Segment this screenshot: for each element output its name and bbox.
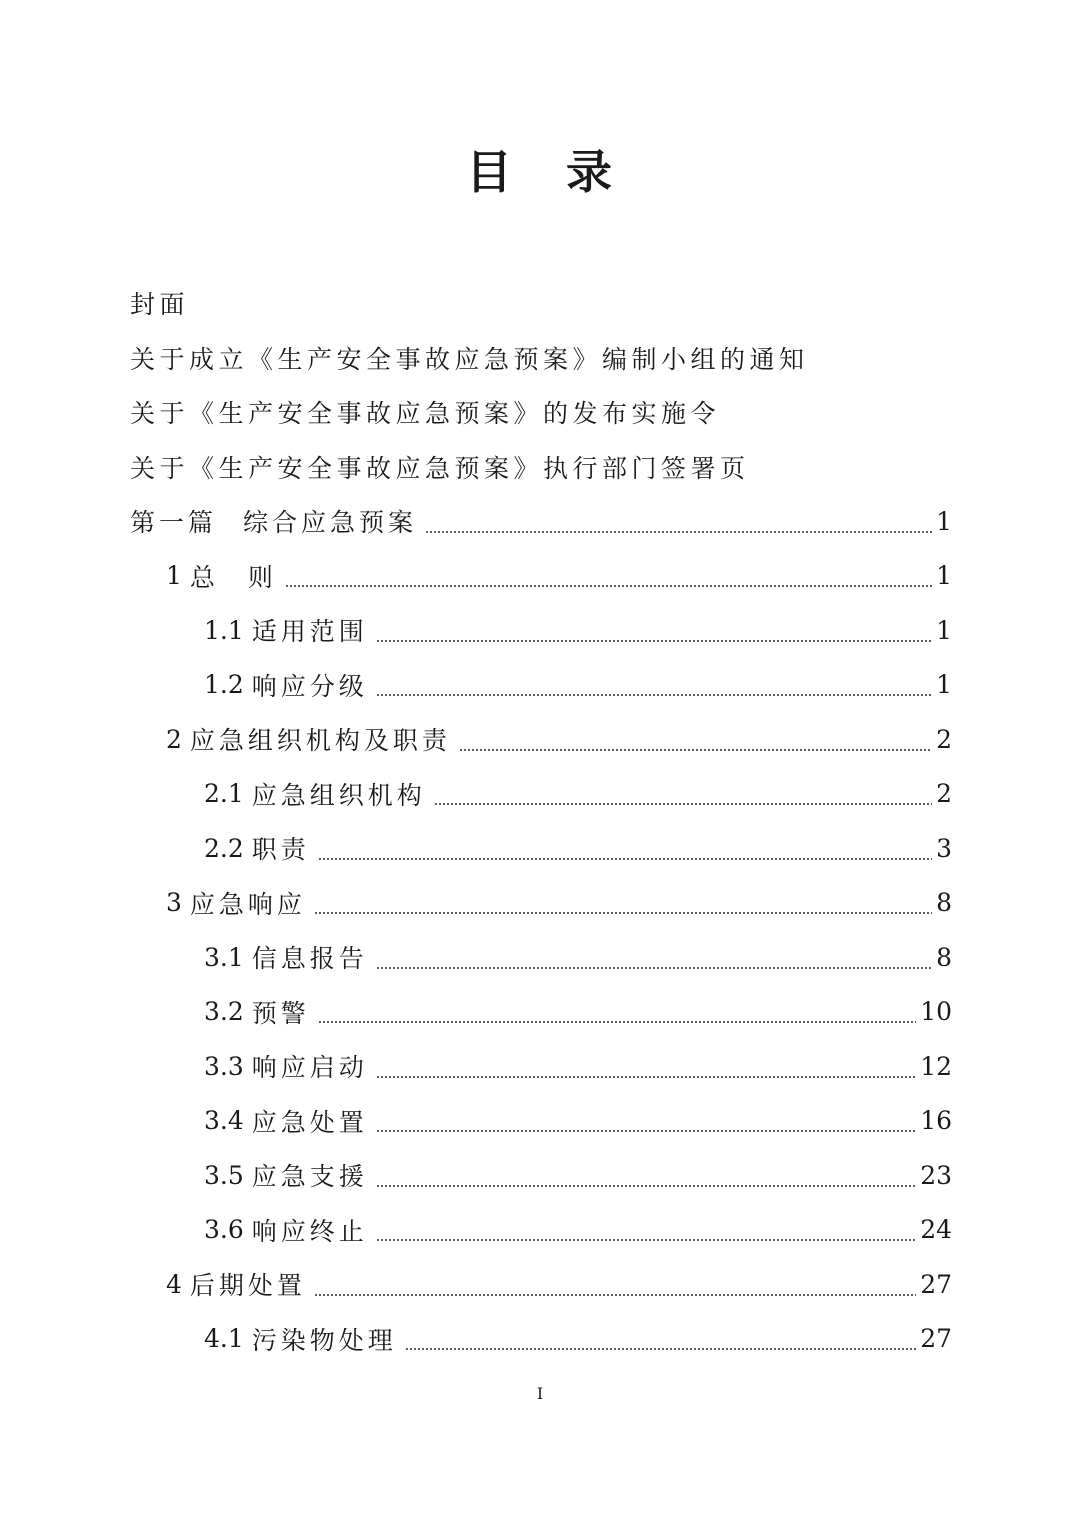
table-of-contents [130,276,952,1366]
dot-leader [314,1294,916,1296]
toc-entry-number: 4.1 [204,1324,244,1354]
dot-leader [459,749,932,751]
toc-entry-label: 应急响应 [189,889,306,919]
toc-page-number: 2 [936,724,952,754]
toc-entry-number: 1.1 [204,615,244,645]
toc-entry-section-1-2[interactable] [130,658,952,713]
dot-leader [318,858,932,860]
toc-entry-section-1-1[interactable] [130,603,952,658]
dot-leader [314,912,932,914]
toc-entry-label: 封面 [130,290,190,320]
toc-entry-label: 关于成立《生产安全事故应急预案》编制小组的通知 [130,344,809,374]
toc-entry-cover[interactable] [130,276,952,331]
toc-entry-label: 关于《生产安全事故应急预案》的发布实施令 [130,399,721,429]
toc-entry-label: 后期处置 [189,1271,306,1301]
toc-page-number: 1 [936,670,952,700]
toc-entry-label: 响应终止 [251,1216,368,1246]
toc-entry-label: 应急处置 [251,1107,368,1137]
toc-entry-part-1[interactable] [130,494,952,549]
toc-entry-number: 2 [166,724,182,754]
toc-entry-section-2-1[interactable] [130,767,952,822]
toc-entry-number: 3.6 [204,1215,244,1245]
toc-entry-committee-notice[interactable] [130,331,952,386]
dot-leader [285,585,932,587]
toc-entry-number: 1.2 [204,670,244,700]
toc-entry-label: 信息报告 [251,944,368,974]
toc-entry-section-2[interactable] [130,712,952,767]
toc-page-number: 16 [920,1106,952,1136]
toc-entry-number: 3.1 [204,942,244,972]
toc-page-number: 27 [920,1269,952,1299]
toc-entry-label: 总 则 [189,562,277,592]
part-title: 综合应急预案 [243,508,418,538]
toc-entry-label: 职责 [251,835,310,865]
toc-page-number: 23 [920,1160,952,1190]
dot-leader [376,1076,916,1078]
toc-entry-section-3-4[interactable] [130,1094,952,1149]
toc-entry-label: 响应启动 [251,1053,368,1083]
toc-entry-number: 3.2 [204,997,244,1027]
toc-entry-section-4[interactable] [130,1257,952,1312]
toc-entry-section-3-1[interactable] [130,930,952,985]
toc-entry-label: 应急组织机构 [251,780,426,810]
toc-entry-section-4-1[interactable] [130,1312,952,1367]
toc-entry-number: 2.1 [204,779,244,809]
toc-entry-label: 预警 [251,998,310,1028]
dot-leader [376,1130,916,1132]
toc-entry-section-3-6[interactable] [130,1203,952,1258]
part-label: 第一篇 [130,508,218,538]
toc-entry-number: 2.2 [204,833,244,863]
toc-entry-label: 响应分级 [251,671,368,701]
toc-entry-number: 3.4 [204,1106,244,1136]
page-footer-number: I [536,1384,544,1403]
toc-entry-signature-page[interactable] [130,440,952,495]
dot-leader [376,1239,916,1241]
dot-leader [405,1348,916,1350]
toc-entry-number: 4 [166,1269,182,1299]
title-char-2: 录 [566,145,614,199]
dot-leader [318,1021,916,1023]
toc-entry-release-order[interactable] [130,385,952,440]
dot-leader [434,803,932,805]
page-title [0,140,1080,204]
toc-page-number: 3 [936,833,952,863]
toc-entry-section-3[interactable] [130,876,952,931]
toc-page-number: 10 [920,997,952,1027]
toc-page-number: 24 [920,1215,952,1245]
toc-entry-section-2-2[interactable] [130,821,952,876]
dot-leader [376,694,932,696]
dot-leader [425,531,932,533]
toc-entry-section-1[interactable] [130,549,952,604]
toc-entry-section-3-3[interactable] [130,1039,952,1094]
toc-page-number: 27 [920,1324,952,1354]
toc-page-number: 12 [920,1051,952,1081]
toc-entry-section-3-5[interactable] [130,1148,952,1203]
toc-entry-number: 3.5 [204,1160,244,1190]
toc-entry-section-3-2[interactable] [130,985,952,1040]
toc-page-number: 1 [936,561,952,591]
title-char-1: 目 [466,145,514,199]
toc-entry-label: 应急组织机构及职责 [189,726,451,756]
toc-page-number: 1 [936,615,952,645]
toc-entry-label: 应急支援 [251,1162,368,1192]
dot-leader [376,1185,916,1187]
toc-page-number: 8 [936,888,952,918]
toc-entry-number: 3 [166,888,182,918]
toc-entry-number: 1 [166,561,182,591]
toc-entry-label: 污染物处理 [251,1325,397,1355]
toc-entry-label: 关于《生产安全事故应急预案》执行部门签署页 [130,453,750,483]
toc-entry-label: 适用范围 [251,617,368,647]
toc-page-number: 1 [936,506,952,536]
toc-page-number: 8 [936,942,952,972]
toc-page-number: 2 [936,779,952,809]
dot-leader [376,967,932,969]
dot-leader [376,640,932,642]
toc-entry-number: 3.3 [204,1051,244,1081]
